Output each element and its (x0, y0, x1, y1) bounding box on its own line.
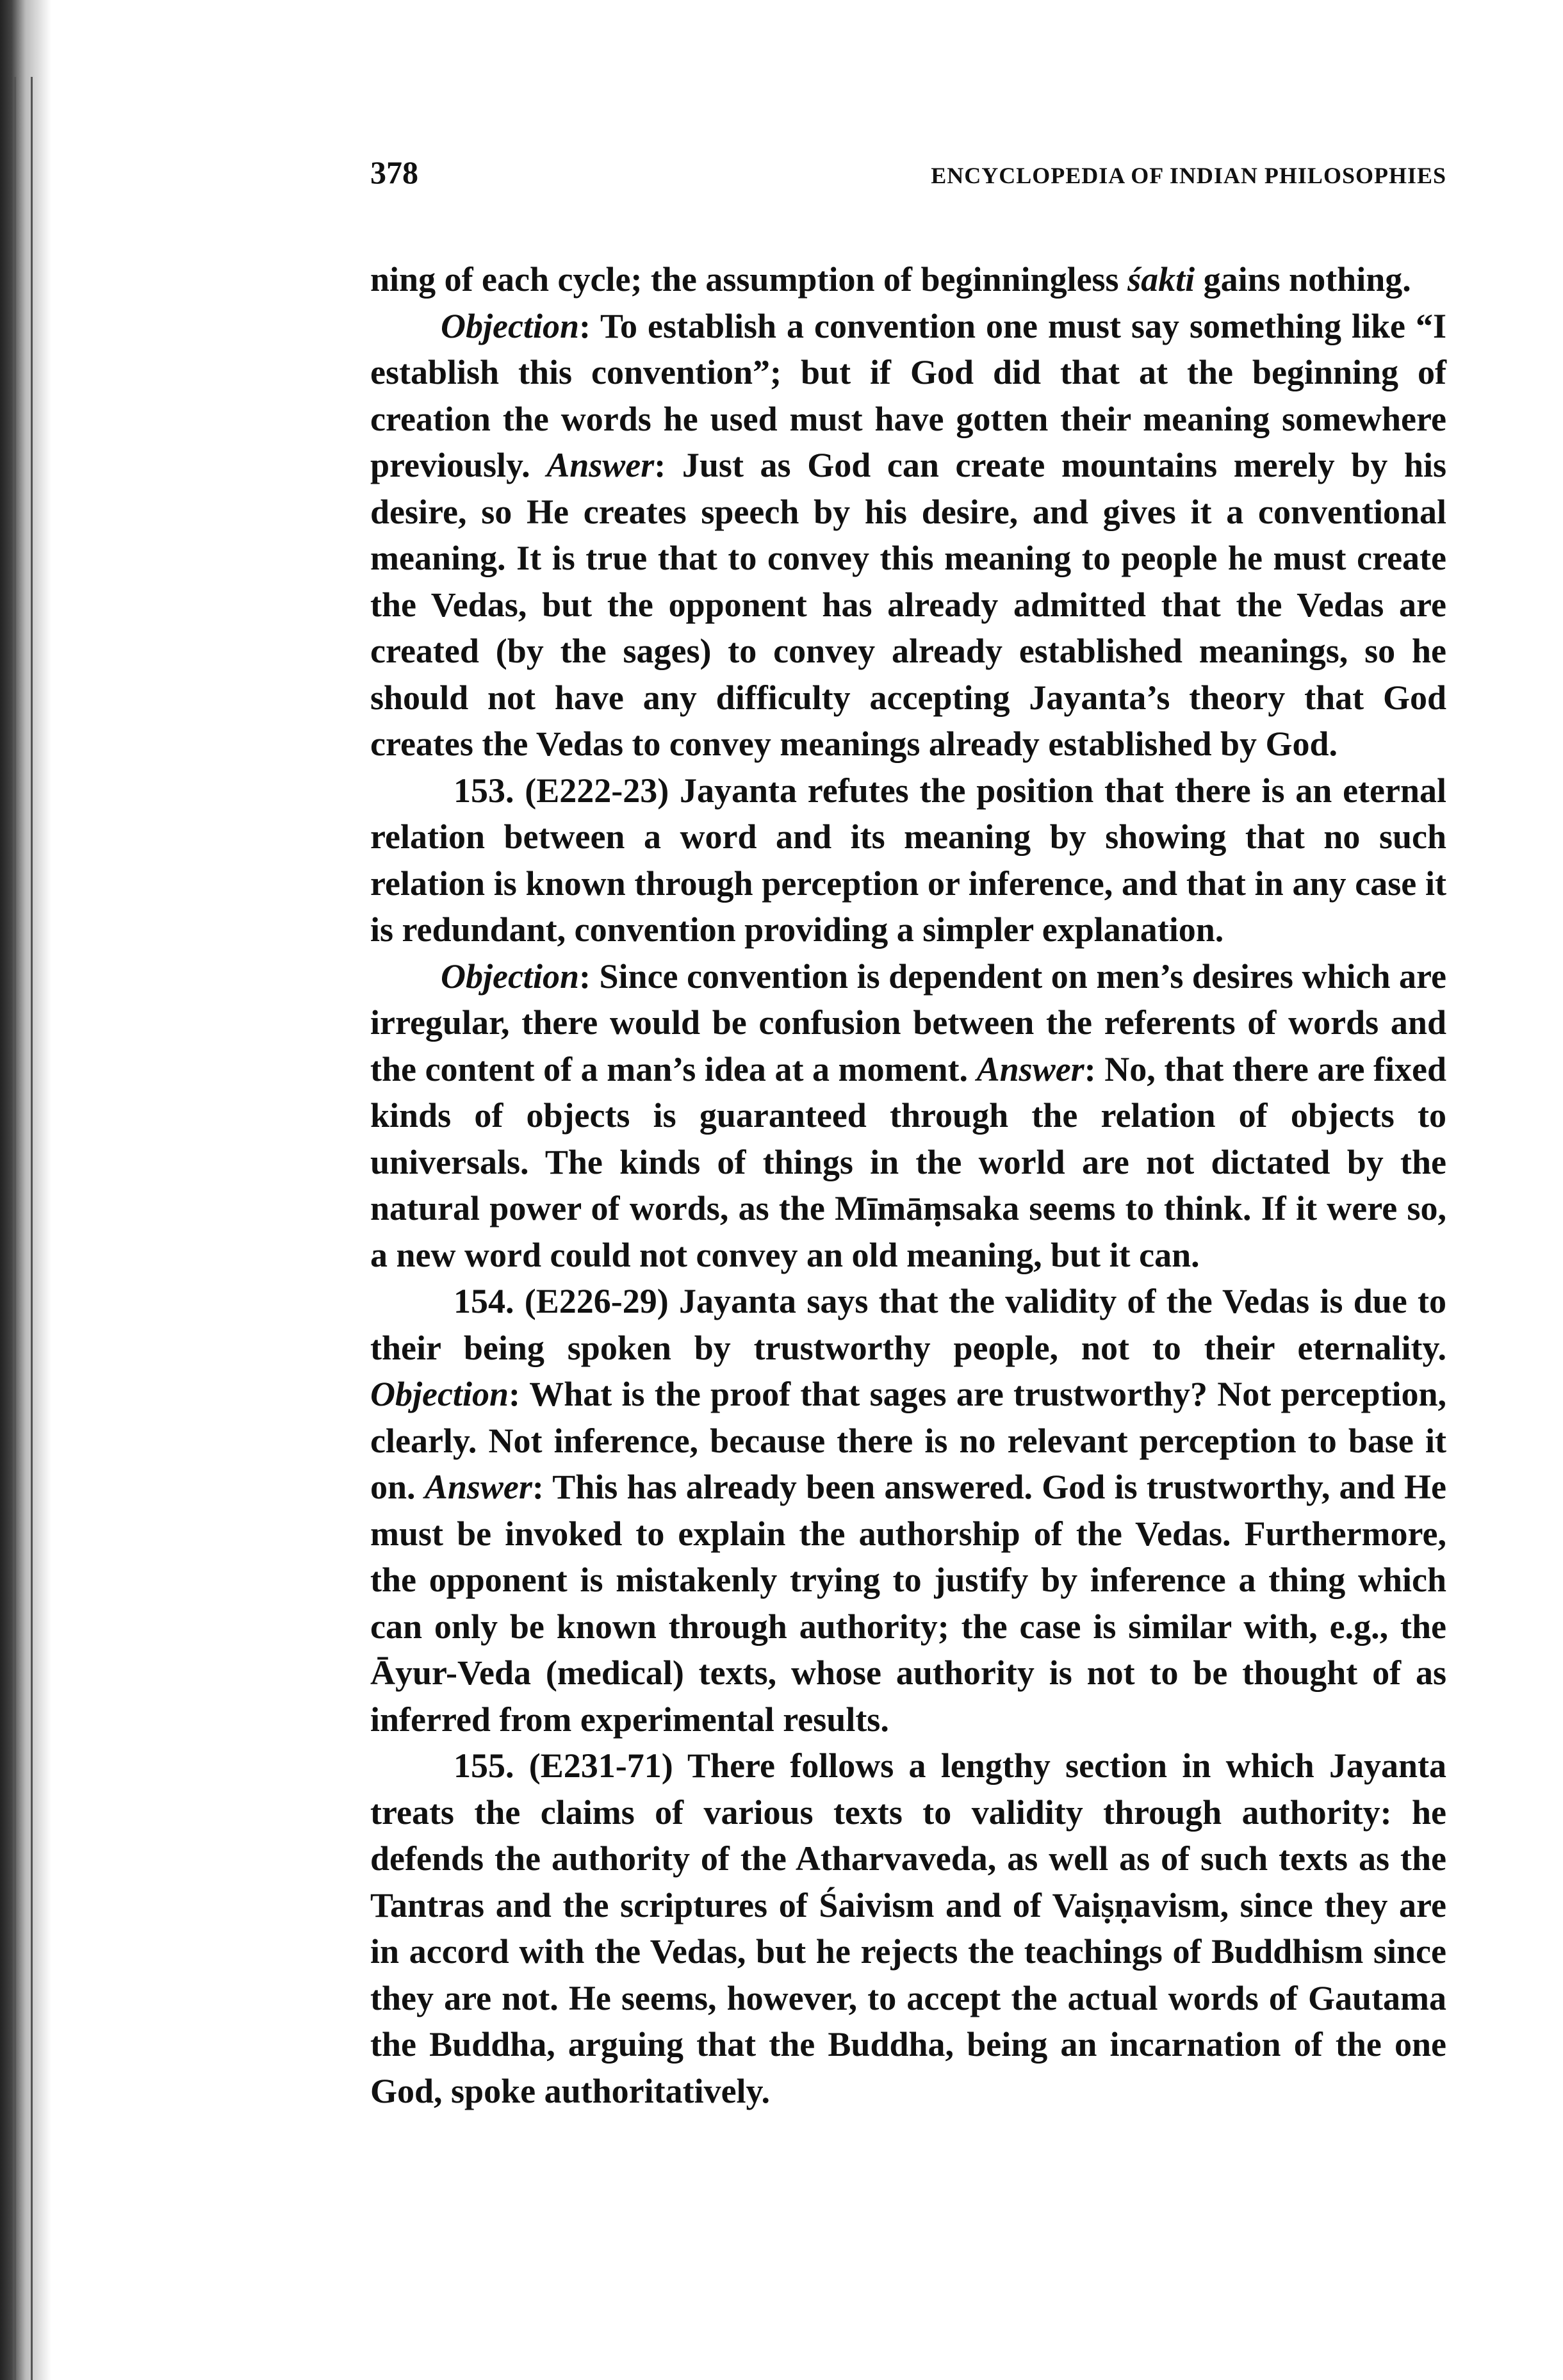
text-run: : No, that there are fixed kinds of objects is guaranteed through the relation of objects to universals. The kinds of things in the world are not dictated by the natural power of words, as the Mīmāṃsaka seems to think. If it were so, a new word could not convey an old meaning, but it can. (370, 1049, 1446, 1274)
text-run: : This has already been answered. God is trustworthy, and He must be invoked to explain the authorship of the Vedas. Furthermore, the opponent is mistakenly trying to justify by inference a thing which can only be known through authority; the case is similar with, e.g., the Āyur-Veda (medical) texts, whose authority is not to be thought of as inferred from experimental results. (370, 1468, 1446, 1739)
text-run: 155. (E231-71) There follows a lengthy section in which Jayanta treats the claims of various texts to validity through authority: he defends the authority of the Atharvaveda, as well as of such texts as the Tantras and the scriptures of Śaivism and of Vaiṣṇavism, since they are in accord with the Vedas, but he rejects the teachings of Buddhism since they are not. He seems, however, to accept the actual words of Gautama the Buddha, arguing that the Buddha, being an incarnation of the one God, spoke authoritatively. (370, 1746, 1446, 2110)
text-run: : Just as God can create mountains merely by his desire, so He creates speech by his desire, and gives it a conventional meaning. It is true that to convey this meaning to people he must create the Vedas, but the opponent has already admitted that the Vedas are created (by the sages) to convey already established meanings, so he should not have any difficulty accepting Jayanta’s theory that God creates the Vedas to convey meanings already established by God. (370, 446, 1446, 763)
page-number: 378 (370, 154, 418, 190)
paragraph-153 (370, 767, 1446, 953)
italic-term: śakti (1127, 260, 1195, 299)
text-run: 154. (E226-29) Jayanta says that the validity of the Vedas is due to their being spoken by trustworthy people, not to their eternality. (370, 1282, 1446, 1367)
italic-term: Answer (546, 446, 655, 484)
book-binding-shadow (0, 0, 58, 2380)
text-run: gains nothing. (1195, 260, 1411, 299)
text-run: : What is the proof that sages are trustworthy? Not perception, clearly. Not inference, because there is no relevant perception to base it on. (370, 1375, 1446, 1506)
paragraph-154 (370, 1278, 1446, 1743)
running-head: ENCYCLOPEDIA OF INDIAN PHILOSOPHIES (931, 163, 1446, 188)
page-header (370, 154, 1446, 205)
italic-term: Objection (441, 306, 579, 345)
binding-line (31, 77, 33, 2380)
text-run: : Since convention is dependent on men’s desires which are irregular, there would be confusion between the referents of words and the content of a man’s idea at a moment. (370, 956, 1446, 1088)
page-body (370, 256, 1446, 2114)
italic-term: Answer (424, 1468, 532, 1506)
text-run: 153. (E222-23) Jayanta refutes the position that there is an eternal relation between a word and its meaning by showing that no such relation is known through perception or inference, and that in any case it is redundant, convention providing a simpler explanation. (370, 771, 1446, 949)
book-page (370, 154, 1446, 2114)
paragraph-continuation (370, 256, 1446, 303)
paragraph-155 (370, 1743, 1446, 2114)
italic-term: Objection (370, 1375, 509, 1413)
italic-term: Objection (441, 956, 579, 996)
paragraph-objection (370, 953, 1446, 1279)
text-run: ning of each cycle; the assumption of beginningless (370, 260, 1128, 299)
paragraph-objection (370, 303, 1446, 767)
italic-term: Answer (976, 1049, 1084, 1088)
binding-line (14, 77, 16, 2380)
text-run: : To establish a convention one must say something like “I establish this convention”; but if God did that at the beginning of creation the words he used must have gotten their meaning somewhere previously. (370, 306, 1446, 484)
